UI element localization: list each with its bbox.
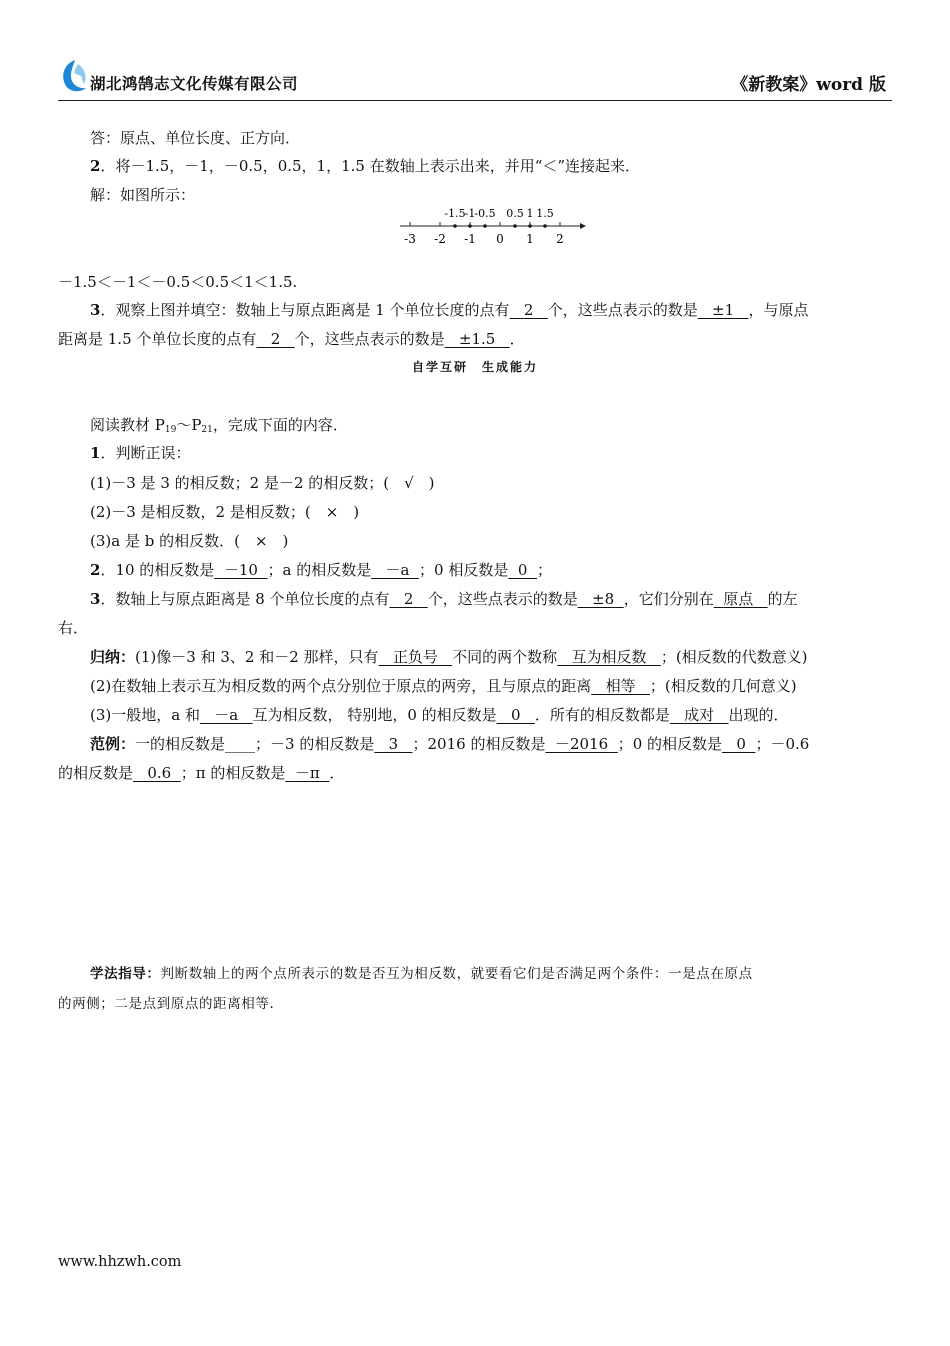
number-line-point-label: 0.5 [506, 207, 524, 220]
page-header [58, 58, 892, 101]
exercise-1-item-2: (2)－3 是相反数，2 是相反数；( × ) [90, 503, 360, 521]
axis-arrow [580, 223, 586, 229]
number-line-tick-label: -3 [404, 232, 416, 246]
number-line-point-label: -1 [464, 207, 476, 220]
example-line-1: 范例：一的相反数是____；－3 的相反数是 3 ；2016 的相反数是 －2016 ；0 的相反数是 0 ；－0.6 [90, 735, 810, 753]
number-line-figure [398, 204, 588, 250]
number-line-point-label: -1.5 [444, 207, 466, 220]
study-tip-line-1: 学法指导：判断数轴上的两个点所表示的数是否互为相反数，就要看它们是否满足两个条件：一是点在原点 [90, 966, 753, 982]
number-line-point-label: -0.5 [474, 207, 496, 220]
reading-instruction: 阅读教材 $P_{19}\sim P_{21}$，完成下面的内容． [90, 416, 348, 435]
answer-line: 答：原点、单位长度、正方向． [90, 129, 301, 147]
solution-line: 解：如图所示： [90, 186, 196, 204]
summary-line-1: 归纳：(1)像－3 和 3、2 和－2 那样，只有 正负号 不同的两个数称 互为相反数 ；(相反数的代数意义) [90, 648, 808, 666]
exercise-1-item-1: (1)－3 是 3 的相反数；2 是－2 的相反数；( √ ) [90, 474, 435, 492]
exercise-1-title: 1．判断正误： [90, 444, 191, 462]
question-3-line-cont: 距离是 1.5 个单位长度的点有 2 个，这些点表示的数是 ±1.5 ． [58, 330, 525, 348]
number-line-tick-label: 1 [526, 232, 534, 246]
section-title: 自学互研 生成能力 [411, 360, 538, 374]
company-logo-icon [58, 58, 92, 94]
exercise-2-line: 2．10 的相反数是 －10 ；a 的相反数是 －a ；0 相反数是 0 ； [90, 561, 552, 579]
ordering-line: －1.5＜－1＜－0.5＜0.5＜1＜1.5. [58, 273, 298, 291]
question-3-line: 3．观察上图并填空：数轴上与原点距离是 1 个单位长度的点有 2 个，这些点表示的数是 ±1 ，与原点 [90, 301, 809, 319]
footer-url[interactable]: www.hhzwh.com [58, 1254, 182, 1270]
example-line-2: 的相反数是 0.6 ；π 的相反数是 －π ． [58, 764, 345, 782]
summary-line-2: (2)在数轴上表示互为相反数的两个点分别位于原点的两旁，且与原点的距离 相等 ；(相反数的几何意义) [90, 677, 797, 695]
exercise-3-line: 3．数轴上与原点距离是 8 个单位长度的点有 2 个，这些点表示的数是 ±8 ，它们分别在 原点 的左 [90, 590, 798, 608]
company-name: 湖北鸿鹄志文化传媒有限公司 [90, 75, 299, 93]
number-line-point-label: 1 [526, 207, 534, 220]
summary-line-3: (3)一般地，a 和 －a 互为相反数， 特别地，0 的相反数是 0 ．所有的相反数都是 成对 出现的． [90, 706, 789, 724]
number-line-tick-label: 0 [496, 232, 504, 246]
number-line-tick-label: 2 [556, 232, 564, 246]
edition-label: 《新教案》word 版 [731, 75, 886, 95]
exercise-3-line-cont: 右． [58, 619, 89, 637]
number-line-point-label: 1.5 [536, 207, 554, 220]
question-2-line: 2．将－1.5，－1，－0.5，0.5，1，1.5 在数轴上表示出来，并用“＜”连接起来． [90, 157, 641, 175]
number-line-tick-label: -1 [464, 232, 476, 246]
study-tip-line-2: 的两侧；二是点到原点的距离相等． [58, 996, 284, 1012]
exercise-1-item-3: (3)a 是 b 的相反数．( × ) [90, 532, 289, 550]
number-line-tick-label: -2 [434, 232, 446, 246]
